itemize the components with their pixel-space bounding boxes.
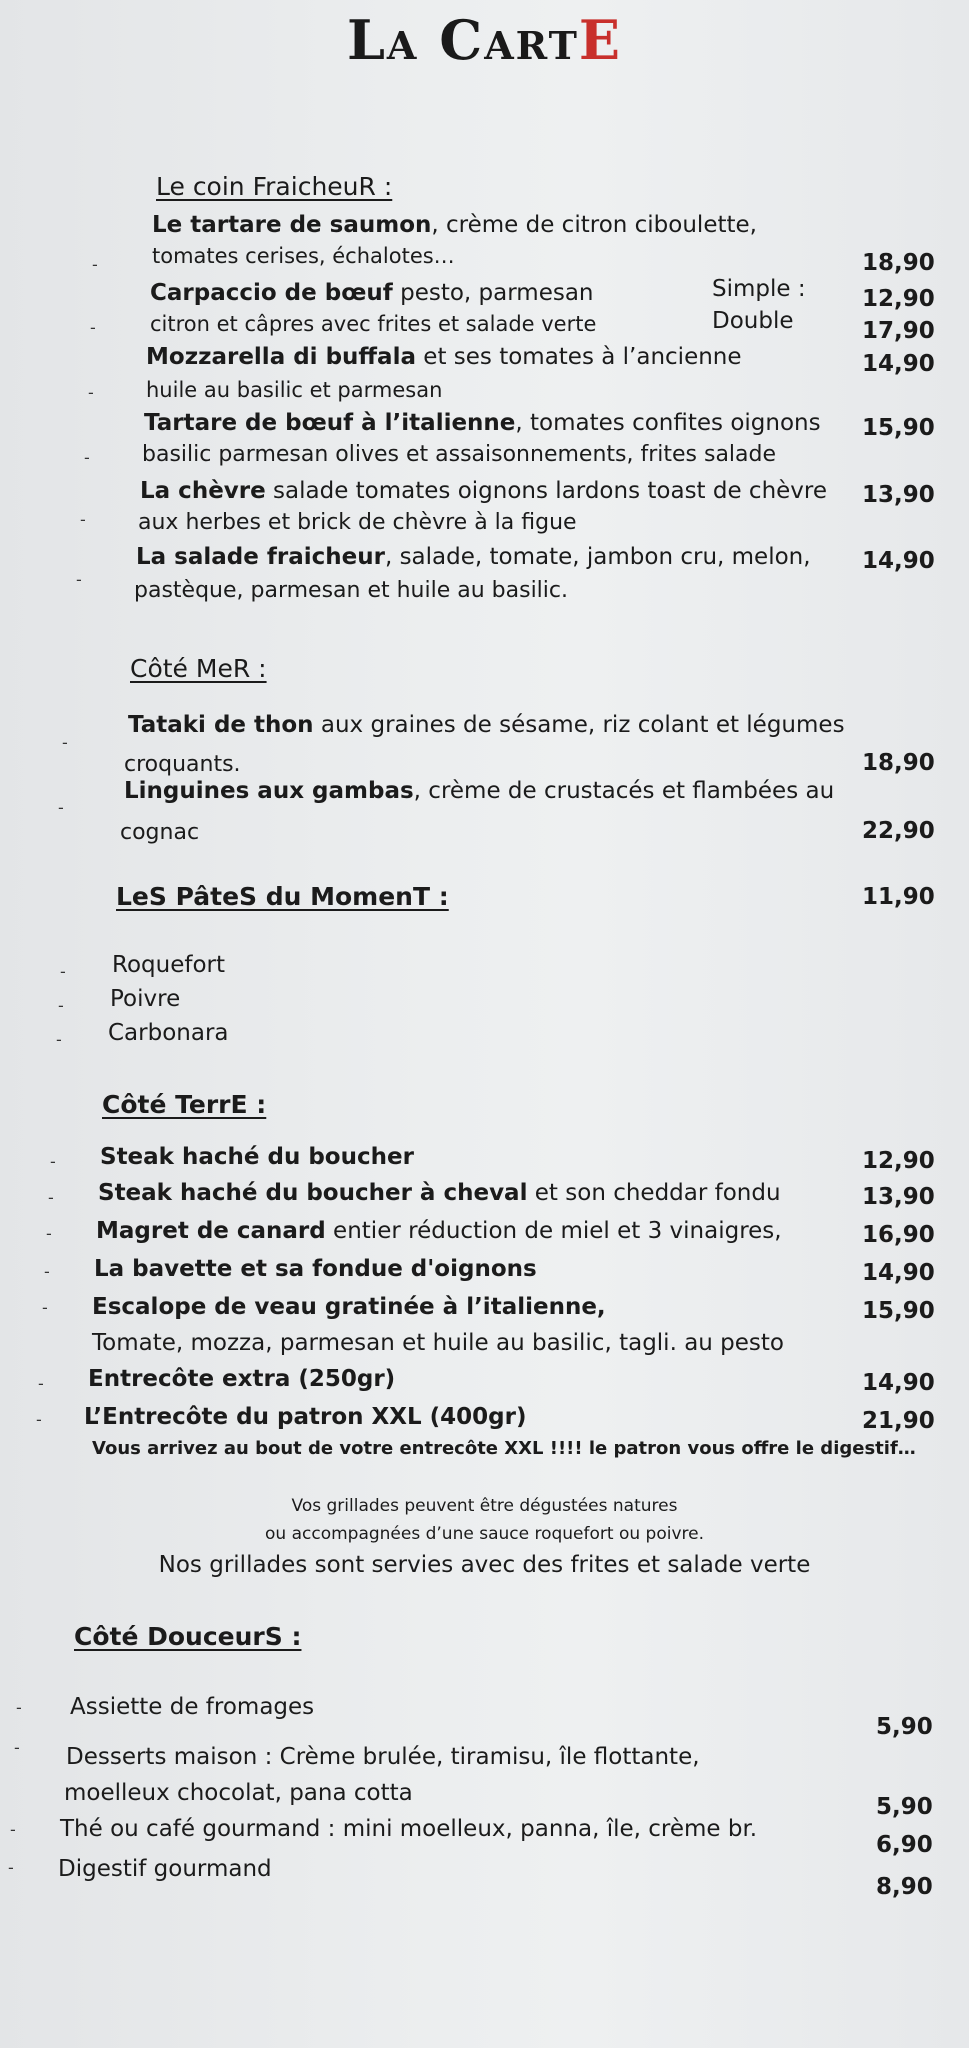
menu-item-description: cognac — [120, 820, 200, 845]
dash-bullet: - — [44, 1262, 50, 1281]
price: 15,90 — [862, 415, 935, 441]
menu-item-description: tomates cerises, échalotes… — [152, 244, 455, 268]
size-label-double: Double — [712, 308, 794, 334]
menu-item-entrecote-extra: Entrecôte extra (250gr) — [88, 1366, 396, 1392]
grill-note-3: Nos grillades sont servies avec des frites et salade verte — [158, 1552, 811, 1578]
section-heading-fraicheur: Le coin FraicheuR : — [156, 172, 393, 201]
price: 14,90 — [862, 351, 935, 377]
price: 22,90 — [862, 818, 935, 844]
xxl-note: Vous arrivez au bout de votre entrecôte XXL !!!! le patron vous offre le digestif… — [92, 1438, 916, 1459]
menu-item-chevre: La chèvre salade tomates oignons lardons toast de chèvre — [140, 478, 828, 504]
menu-item-carpaccio: Carpaccio de bœuf pesto, parmesan — [150, 280, 594, 306]
price: 16,90 — [862, 1222, 935, 1248]
price: 13,90 — [862, 1184, 935, 1210]
price: 14,90 — [862, 1370, 935, 1396]
price: 14,90 — [862, 548, 935, 574]
menu-item-cafe-gourmand: Thé ou café gourmand : mini moelleux, panna, île, crème br. — [60, 1816, 758, 1842]
price: 15,90 — [862, 1298, 935, 1324]
menu-item-linguines: Linguines aux gambas, crème de crustacés et flambées au — [124, 778, 835, 804]
price: 17,90 — [862, 318, 935, 344]
menu-item-entrecote-xxl: L’Entrecôte du patron XXL (400gr) — [84, 1404, 527, 1430]
dash-bullet: - — [16, 1698, 22, 1717]
menu-item-escalope: Escalope de veau gratinée à l’italienne, — [92, 1294, 606, 1320]
price: 5,90 — [876, 1714, 933, 1740]
section-heading-pates: LeS PâteS du MomenT : — [116, 882, 449, 911]
dash-bullet: - — [38, 1374, 44, 1393]
price: 21,90 — [862, 1408, 935, 1434]
dash-bullet: - — [58, 798, 64, 817]
menu-item-description: pastèque, parmesan et huile au basilic. — [134, 578, 568, 603]
dash-bullet: - — [14, 1738, 20, 1757]
menu-item-description: basilic parmesan olives et assaisonnements, frites salade — [142, 442, 777, 467]
dash-bullet: - — [46, 1224, 52, 1243]
menu-item-bavette: La bavette et sa fondue d'oignons — [94, 1256, 537, 1282]
list-item-pates: Poivre — [110, 986, 181, 1012]
menu-item-description: aux herbes et brick de chèvre à la figue — [138, 510, 577, 535]
section-heading-terre: Côté TerrE : — [102, 1090, 267, 1119]
dash-bullet: - — [80, 510, 86, 529]
menu-item-description: croquants. — [124, 752, 241, 777]
menu-item-digestif: Digestif gourmand — [58, 1856, 272, 1882]
size-label-simple: Simple : — [712, 276, 806, 302]
price: 6,90 — [876, 1832, 933, 1858]
dash-bullet: - — [92, 255, 98, 274]
menu-item-desserts: Desserts maison : Crème brulée, tiramisu, île flottante, — [66, 1744, 700, 1770]
dash-bullet: - — [48, 1188, 54, 1207]
dash-bullet: - — [56, 1030, 62, 1049]
dash-bullet: - — [76, 570, 82, 589]
menu-item-steak-cheval: Steak haché du boucher à cheval et son cheddar fondu — [98, 1180, 781, 1206]
menu-item-mozzarella: Mozzarella di buffala et ses tomates à l’ancienne — [146, 344, 742, 370]
price: 5,90 — [876, 1794, 933, 1820]
list-item-pates: Carbonara — [108, 1020, 229, 1046]
dash-bullet: - — [62, 733, 68, 752]
dash-bullet: - — [58, 996, 64, 1015]
menu-item-tataki: Tataki de thon aux graines de sésame, riz colant et légumes — [128, 712, 845, 738]
dash-bullet: - — [90, 318, 96, 337]
grill-note-2: ou accompagnées d’une sauce roquefort ou poivre. — [265, 1524, 704, 1544]
dash-bullet: - — [8, 1858, 14, 1877]
menu-item-description: moelleux chocolat, pana cotta — [64, 1780, 413, 1806]
price: 12,90 — [862, 1148, 935, 1174]
dash-bullet: - — [88, 383, 94, 402]
price: 8,90 — [876, 1874, 933, 1900]
menu-item-magret: Magret de canard entier réduction de miel et 3 vinaigres, — [96, 1218, 782, 1244]
dash-bullet: - — [60, 962, 66, 981]
menu-item-description: citron et câpres avec frites et salade verte — [150, 312, 597, 336]
price: 18,90 — [862, 750, 935, 776]
price: 18,90 — [862, 250, 935, 276]
list-item-pates: Roquefort — [112, 952, 225, 978]
menu-item-description: huile au basilic et parmesan — [146, 378, 443, 402]
price: 13,90 — [862, 482, 935, 508]
dash-bullet: - — [10, 1820, 16, 1839]
menu-item-description: Tomate, mozza, parmesan et huile au basilic, tagli. au pesto — [92, 1330, 784, 1356]
menu-item-salade-fraicheur: La salade fraicheur, salade, tomate, jambon cru, melon, — [136, 544, 811, 570]
menu-item-steak-hache: Steak haché du boucher — [100, 1144, 414, 1170]
grill-note-1: Vos grillades peuvent être dégustées natures — [291, 1496, 678, 1516]
section-heading-mer: Côté MeR : — [130, 654, 267, 683]
menu-item-tartare-saumon: Le tartare de saumon, crème de citron ciboulette, — [152, 212, 757, 238]
dash-bullet: - — [50, 1152, 56, 1171]
menu-item-tartare-boeuf: Tartare de bœuf à l’italienne, tomates confites oignons — [144, 410, 821, 436]
price: 14,90 — [862, 1260, 935, 1286]
page-title: LA CARTE — [346, 8, 623, 72]
dash-bullet: - — [84, 448, 90, 467]
menu-item-fromages: Assiette de fromages — [70, 1694, 315, 1720]
dash-bullet: - — [36, 1410, 42, 1429]
price: 12,90 — [862, 286, 935, 312]
dash-bullet: - — [42, 1298, 48, 1317]
price: 11,90 — [862, 884, 935, 910]
section-heading-douceurs: Côté DouceurS : — [74, 1622, 302, 1651]
